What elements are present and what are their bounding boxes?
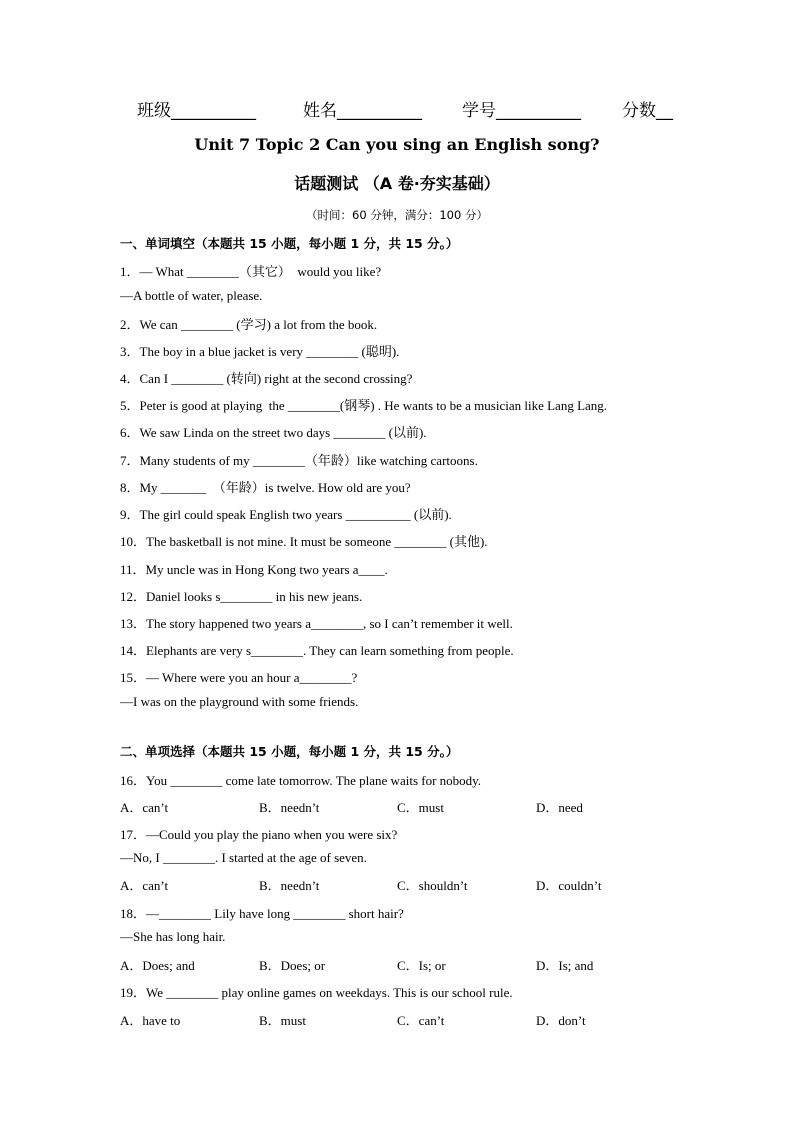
question-line: 11．My uncle was in Hong Kong two years a____. bbox=[120, 562, 388, 577]
question-line: 13．The story happened two years a________, so I can’t remember it well. bbox=[120, 616, 513, 631]
q16-option-d: D．need bbox=[536, 800, 583, 815]
question-line: 6．We saw Linda on the street two days ________ (以前). bbox=[120, 425, 427, 440]
q17-option-b: B．needn’t bbox=[259, 878, 320, 893]
question-line: 4．Can I ________ (转向) right at the second crossing? bbox=[120, 371, 413, 386]
student-id-field: 学号__________ bbox=[462, 101, 581, 121]
question-line: 8．My _______ （年龄）is twelve. How old are you? bbox=[120, 480, 411, 495]
question-line: 12．Daniel looks s________ in his new jeans. bbox=[120, 589, 363, 604]
question-line: 1．— What ________（其它） would you like? bbox=[120, 264, 382, 279]
q17-option-d: D．couldn’t bbox=[536, 878, 602, 893]
section-2-title: 二、单项选择（本题共 15 小题，每小题 1 分，共 15 分。） bbox=[120, 744, 459, 759]
question-line: 9．The girl could speak English two years __________ (以前). bbox=[120, 507, 452, 522]
question-line: 2．We can ________ (学习) a lot from the book. bbox=[120, 317, 378, 332]
exam-subtitle: 话题测试 （A 卷·夯实基础） bbox=[294, 174, 500, 193]
q16-option-c: C．must bbox=[397, 800, 444, 815]
question-18-stem-2: —She has long hair. bbox=[120, 929, 226, 944]
exam-title: Unit 7 Topic 2 Can you sing an English song? bbox=[194, 135, 600, 154]
q19-option-c: C．can’t bbox=[397, 1013, 445, 1028]
q16-option-b: B．needn’t bbox=[259, 800, 320, 815]
q19-option-d: D．don’t bbox=[536, 1013, 586, 1028]
name-field: 姓名__________ bbox=[303, 101, 422, 121]
q19-option-b: B．must bbox=[259, 1013, 306, 1028]
q19-option-a: A．have to bbox=[120, 1013, 181, 1028]
q18-option-c: C．Is; or bbox=[397, 958, 446, 973]
q17-option-c: C．shouldn’t bbox=[397, 878, 468, 893]
question-16-stem: 16．You ________ come late tomorrow. The plane waits for nobody. bbox=[120, 773, 482, 788]
question-line: 5．Peter is good at playing the ________(钢琴) . He wants to be a musician like Lang Lang. bbox=[120, 398, 608, 413]
question-17-stem-2: —No, I ________. I started at the age of seven. bbox=[120, 850, 367, 865]
student-info-header bbox=[0, 96, 794, 122]
q18-option-a: A．Does; and bbox=[120, 958, 195, 973]
q18-option-d: D．Is; and bbox=[536, 958, 594, 973]
q18-option-b: B．Does; or bbox=[259, 958, 326, 973]
question-18-stem: 18．—________ Lily have long ________ short hair? bbox=[120, 906, 404, 921]
question-line: 3．The boy in a blue jacket is very ________ (聪明). bbox=[120, 344, 400, 359]
question-line: —I was on the playground with some friends. bbox=[120, 694, 359, 709]
section-1-title: 一、单词填空（本题共 15 小题，每小题 1 分，共 15 分。） bbox=[120, 236, 459, 251]
question-line: 10．The basketball is not mine. It must be someone ________ (其他). bbox=[120, 534, 488, 549]
question-line: 7．Many students of my ________（年龄）like watching cartoons. bbox=[120, 453, 478, 468]
score-field: 分数__ bbox=[622, 101, 673, 121]
q17-option-a: A．can’t bbox=[120, 878, 169, 893]
class-field: 班级__________ bbox=[137, 101, 256, 121]
question-19-stem: 19．We ________ play online games on weekdays. This is our school rule. bbox=[120, 985, 513, 1000]
q16-option-a: A．can’t bbox=[120, 800, 169, 815]
question-line: —A bottle of water, please. bbox=[120, 288, 263, 303]
exam-time-score: （时间：60 分钟，满分：100 分） bbox=[306, 208, 488, 222]
question-line: 14．Elephants are very s________. They can learn something from people. bbox=[120, 643, 514, 658]
question-17-stem: 17．—Could you play the piano when you were six? bbox=[120, 827, 398, 842]
question-line: 15．— Where were you an hour a________? bbox=[120, 670, 358, 685]
